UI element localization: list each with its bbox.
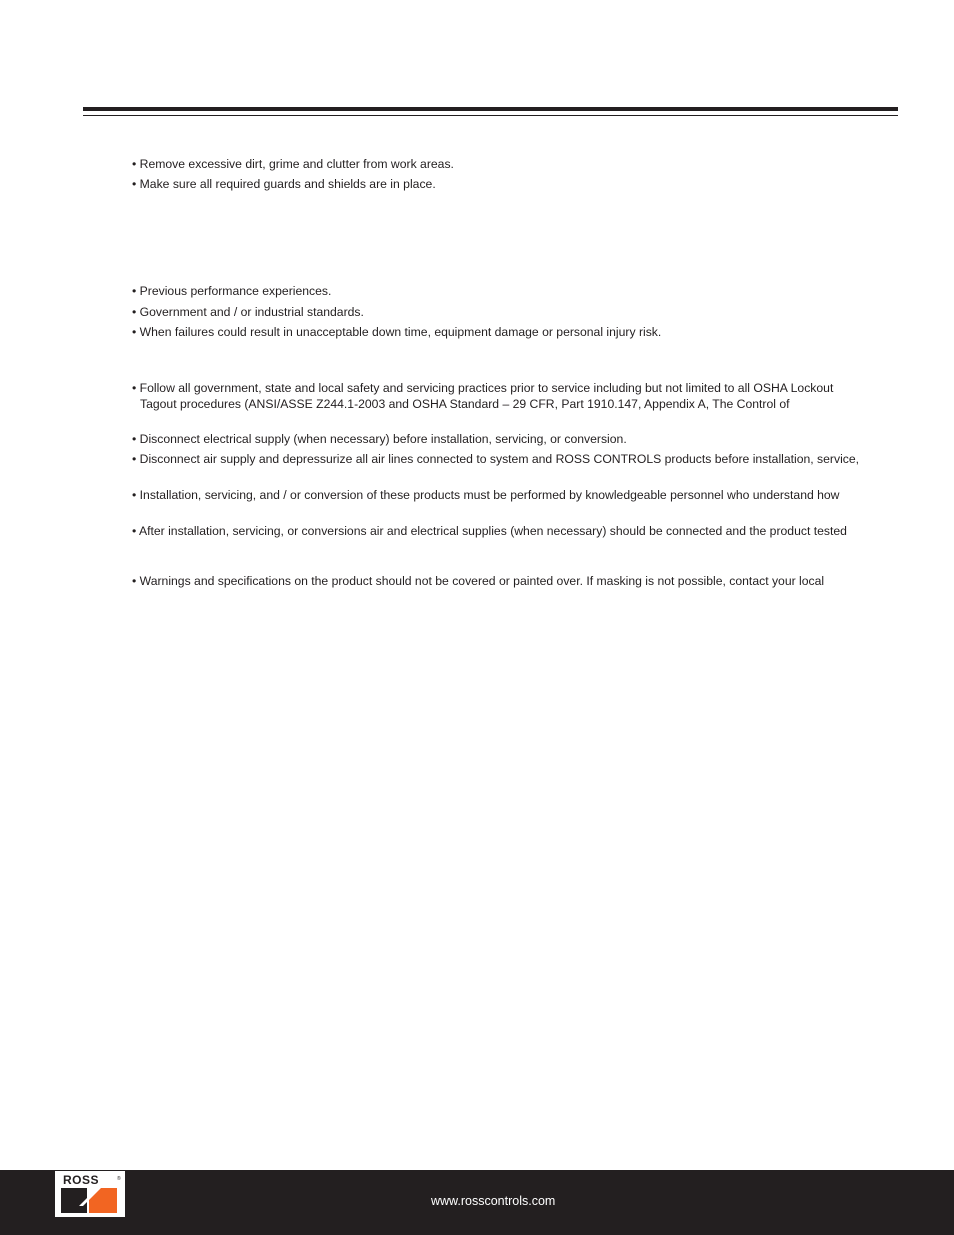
footer-website-link[interactable]: www.rosscontrols.com: [431, 1194, 556, 1208]
header-rule-thin: [83, 115, 898, 116]
header-rule-thick: [83, 107, 898, 111]
bullet-knowledgeable-personnel: • Installation, servicing, and / or conversion of these products must be performed by knowledgeable personnel who understand how: [132, 488, 840, 502]
bullet-previous-performance: • Previous performance experiences.: [132, 284, 332, 298]
logo-registered-mark: ®: [117, 1176, 121, 1182]
bullet-disconnect-electrical: • Disconnect electrical supply (when necessary) before installation, servicing, or conversion.: [132, 432, 627, 446]
bullet-remove-dirt: • Remove excessive dirt, grime and clutter from work areas.: [132, 157, 454, 171]
bullet-failures-risk: • When failures could result in unacceptable down time, equipment damage or personal injury risk.: [132, 325, 662, 339]
bullet-follow-safety-practices-cont: Tagout procedures (ANSI/ASSE Z244.1-2003 and OSHA Standard – 29 CFR, Part 1910.147, Appendix A, The Control of: [140, 397, 790, 411]
bullet-guards-shields: • Make sure all required guards and shields are in place.: [132, 177, 436, 191]
bullet-after-installation: • After installation, servicing, or conversions air and electrical supplies (when necessary) should be connected and the product tested: [132, 524, 847, 538]
ross-logo: [55, 1171, 125, 1217]
bullet-government-standards: • Government and / or industrial standards.: [132, 305, 364, 319]
ross-emblem-icon: [61, 1188, 117, 1213]
bullet-warnings-specifications: • Warnings and specifications on the product should not be covered or painted over. If masking is not possible, contact your local: [132, 574, 825, 588]
logo-wordmark: ROSS: [63, 1173, 100, 1187]
bullet-disconnect-air: • Disconnect air supply and depressurize all air lines connected to system and ROSS CONTROLS products before installation, service,: [132, 452, 860, 466]
bullet-follow-safety-practices: • Follow all government, state and local safety and servicing practices prior to service including but not limited to all OSHA Lockout: [132, 381, 834, 395]
